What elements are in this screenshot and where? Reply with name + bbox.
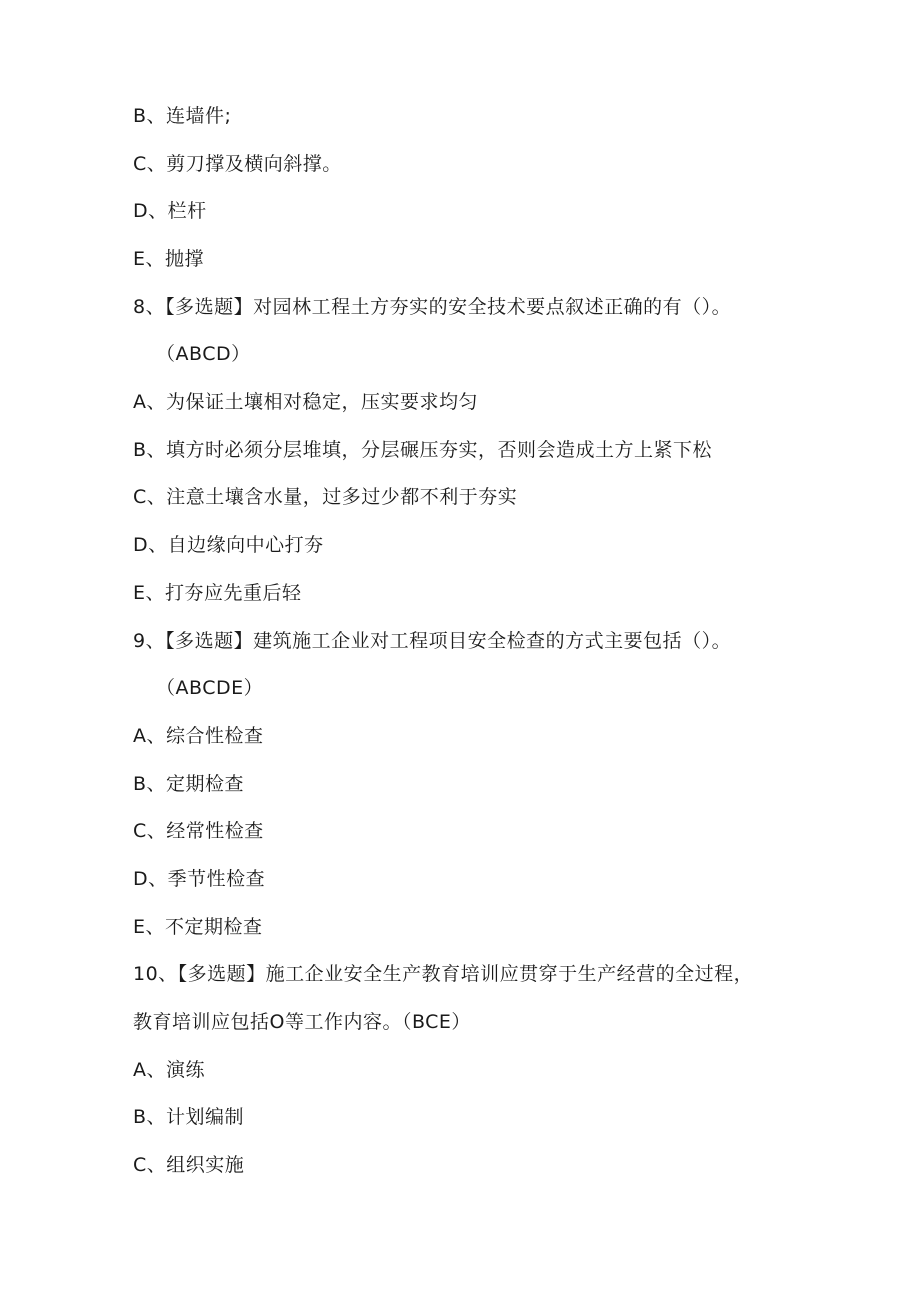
option-b-q7: B、连墙件;: [133, 105, 232, 127]
option-c-q8: C、注意土壤含水量，过多过少都不利于夯实: [133, 486, 518, 508]
option-e-q8: E、打夯应先重后轻: [133, 582, 302, 604]
option-c-q7: C、剪刀撑及横向斜撑。: [133, 153, 342, 175]
option-d-q8: D、自边缘向中心打夯: [133, 534, 324, 556]
option-c-q10: C、组织实施: [133, 1154, 245, 1176]
option-b-q9: B、定期检查: [133, 773, 245, 795]
option-c-q9: C、经常性检查: [133, 820, 264, 842]
option-a-q8: A、为保证土壤相对稳定，压实要求均匀: [133, 391, 478, 413]
option-d-q9: D、季节性检查: [133, 868, 266, 890]
option-a-q10: A、演练: [133, 1059, 205, 1081]
answer-q8: （ABCD）: [156, 343, 251, 365]
question-9: 9、【多选题】建筑施工企业对工程项目安全检查的方式主要包括（）。: [133, 630, 732, 652]
option-b-q10: B、计划编制: [133, 1106, 245, 1128]
option-e-q7: E、抛撑: [133, 248, 205, 270]
question-8: 8、【多选题】对园林工程土方夯实的安全技术要点叙述正确的有（）。: [133, 296, 732, 318]
question-10-continued: 教育培训应包括O等工作内容。（BCE）: [133, 1011, 471, 1033]
answer-q9: （ABCDE）: [156, 677, 264, 699]
option-d-q7: D、栏杆: [133, 200, 207, 222]
question-10: 10、【多选题】施工企业安全生产教育培训应贯穿于生产经营的全过程，: [133, 963, 754, 985]
option-a-q9: A、综合性检查: [133, 725, 264, 747]
option-e-q9: E、不定期检查: [133, 916, 263, 938]
option-b-q8: B、填方时必须分层堆填，分层碾压夯实，否则会造成土方上紧下松: [133, 439, 713, 461]
